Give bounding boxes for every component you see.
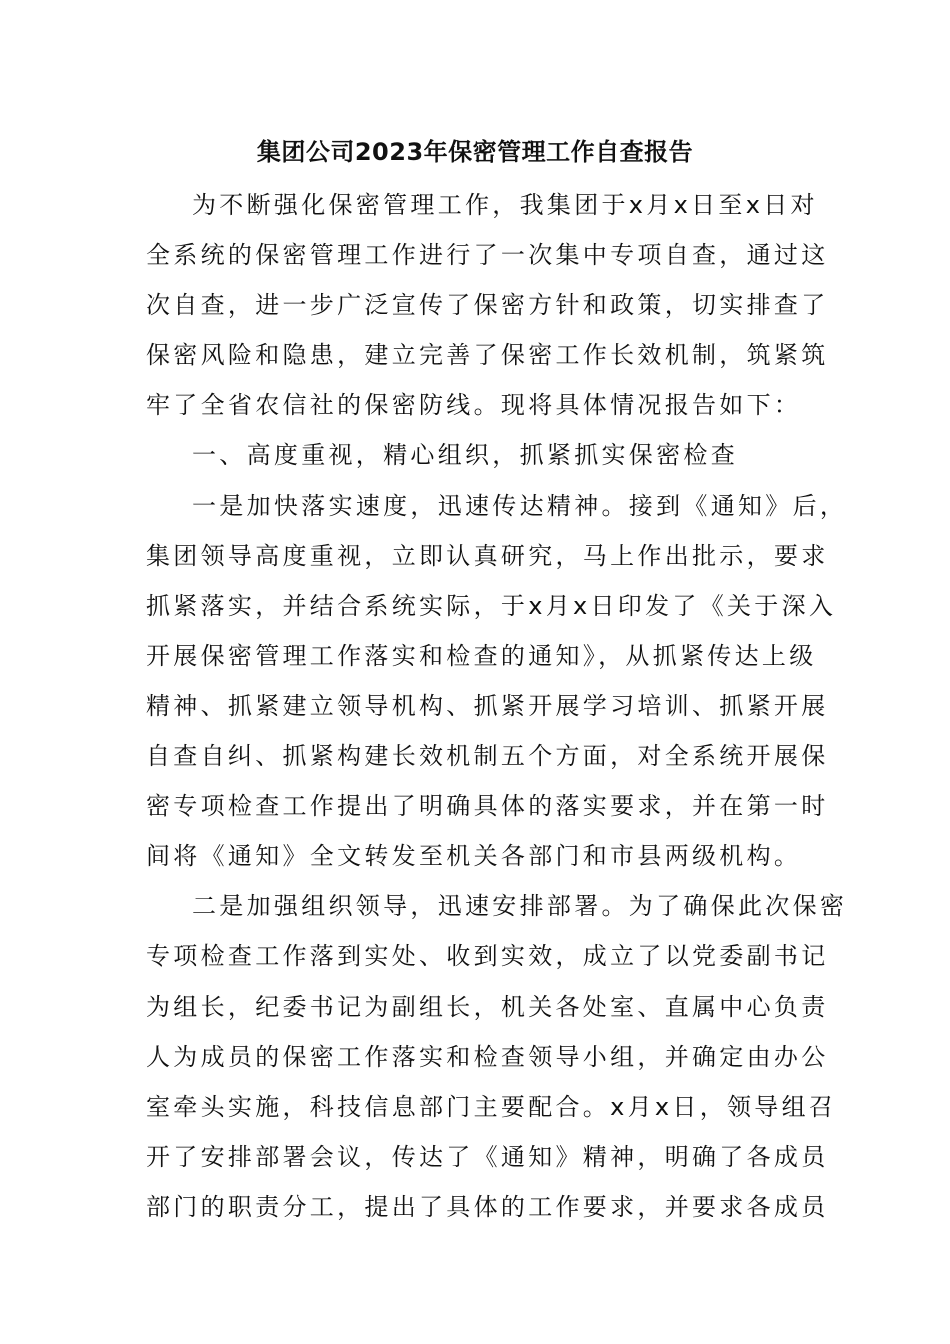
- paragraph-line: 人为成员的保密工作落实和检查领导小组，并确定由办公: [146, 1042, 829, 1071]
- paragraph-line: 集团领导高度重视，立即认真研究，马上作出批示，要求: [146, 541, 829, 570]
- paragraph-line: 为组长，纪委书记为副组长，机关各处室、直属中心负责: [146, 992, 829, 1021]
- paragraph-line: 保密风险和隐患，建立完善了保密工作长效机制，筑紧筑: [146, 341, 829, 370]
- paragraph-line: 牢了全省农信社的保密防线。现将具体情况报告如下：: [146, 391, 802, 420]
- document-title: 集团公司2023年保密管理工作自查报告: [256, 138, 694, 166]
- paragraph-line: 开展保密管理工作落实和检查的通知》，从抓紧传达上级: [146, 641, 817, 670]
- paragraph-line: 专项检查工作落到实处、收到实效，成立了以党委副书记: [146, 942, 829, 971]
- paragraph-line: 室牵头实施，科技信息部门主要配合。x月x日，领导组召: [146, 1092, 837, 1121]
- paragraph-line: 次自查，进一步广泛宣传了保密方针和政策，切实排查了: [146, 291, 829, 320]
- paragraph-line: 精神、抓紧建立领导机构、抓紧开展学习培训、抓紧开展: [146, 691, 829, 720]
- paragraph-line: 一是加快落实速度，迅速传达精神。接到《通知》后，: [192, 491, 848, 520]
- paragraph-line: 抓紧落实，并结合系统实际，于x月x日印发了《关于深入: [146, 591, 837, 620]
- document-body: [146, 180, 848, 1232]
- section-heading: 一、高度重视，精心组织，抓紧抓实保密检查: [192, 441, 738, 470]
- paragraph-line: 二是加强组织领导，迅速安排部署。为了确保此次保密: [192, 892, 848, 921]
- paragraph-line: 全系统的保密管理工作进行了一次集中专项自查，通过这: [146, 241, 829, 270]
- paragraph-line: 为不断强化保密管理工作，我集团于x月x日至x日对: [192, 191, 818, 219]
- paragraph-line: 部门的职责分工，提出了具体的工作要求，并要求各成员: [146, 1192, 829, 1221]
- paragraph-line: 开了安排部署会议，传达了《通知》精神，明确了各成员: [146, 1142, 829, 1171]
- paragraph-line: 密专项检查工作提出了明确具体的落实要求，并在第一时: [146, 792, 829, 821]
- paragraph-line: 自查自纠、抓紧构建长效机制五个方面，对全系统开展保: [146, 742, 829, 771]
- paragraph-line: 间将《通知》全文转发至机关各部门和市县两级机构。: [146, 842, 802, 871]
